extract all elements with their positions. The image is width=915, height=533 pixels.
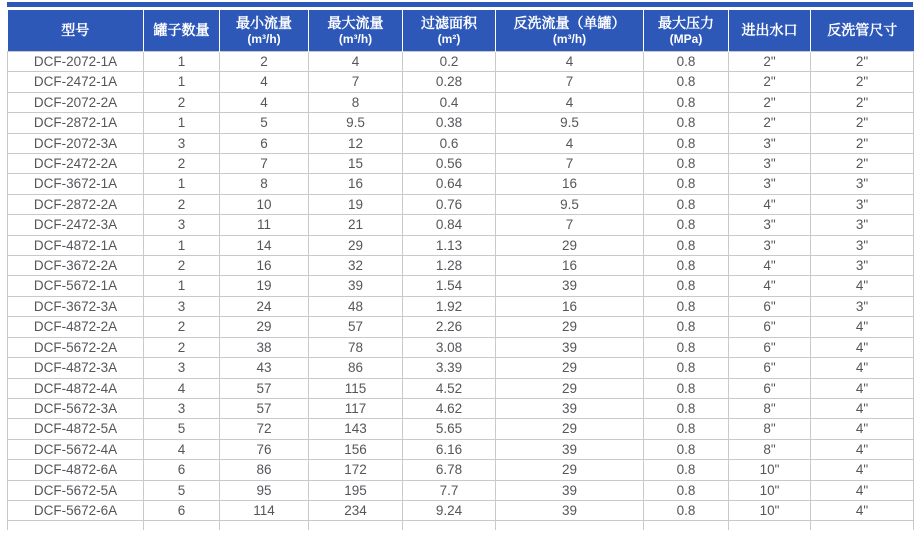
cell-filter-area: 0.56 [403, 154, 496, 174]
column-header-filter-area [403, 10, 496, 52]
cell-filter-area: 0.38 [403, 113, 496, 133]
table-row [8, 276, 914, 296]
cell-max-flow: 8 [309, 92, 403, 112]
cell-inlet-outlet: 8" [729, 419, 811, 439]
cell-filter-area: 1.28 [403, 256, 496, 276]
cell-min-flow: 38 [220, 337, 309, 357]
cell-max-flow: 12 [309, 133, 403, 153]
cell-max-flow: 156 [309, 439, 403, 459]
cell-empty [729, 521, 811, 531]
cell-min-flow: 4 [220, 92, 309, 112]
column-header-label: 过滤面积 [421, 14, 477, 31]
cell-model: DCF-3672-1A [8, 174, 144, 194]
table-row [8, 194, 914, 214]
cell-inlet-outlet: 2" [729, 72, 811, 92]
table-row [8, 337, 914, 357]
cell-min-flow: 4 [220, 72, 309, 92]
cell-filter-area: 1.13 [403, 235, 496, 255]
cell-backwash-pipe: 2" [811, 72, 914, 92]
cell-backwash-flow: 39 [496, 276, 644, 296]
cell-min-flow: 11 [220, 215, 309, 235]
cell-filter-area: 0.2 [403, 52, 496, 72]
cell-filter-area: 5.65 [403, 419, 496, 439]
cell-tank-count: 4 [144, 439, 220, 459]
cell-tank-count: 2 [144, 256, 220, 276]
cell-min-flow: 24 [220, 296, 309, 316]
column-header-label: 最小流量 [236, 14, 292, 31]
cell-model: DCF-2072-1A [8, 52, 144, 72]
cell-model: DCF-2072-2A [8, 92, 144, 112]
cell-max-pressure: 0.8 [644, 174, 729, 194]
cell-model: DCF-2472-3A [8, 215, 144, 235]
cell-inlet-outlet: 10" [729, 480, 811, 500]
cell-backwash-pipe: 4" [811, 419, 914, 439]
table-row [8, 398, 914, 418]
cell-max-pressure: 0.8 [644, 337, 729, 357]
cell-max-flow: 19 [309, 194, 403, 214]
cell-backwash-flow: 4 [496, 92, 644, 112]
cell-backwash-flow: 16 [496, 256, 644, 276]
cell-inlet-outlet: 3" [729, 133, 811, 153]
cell-inlet-outlet: 4" [729, 276, 811, 296]
cell-backwash-pipe: 4" [811, 480, 914, 500]
column-header-label: 反洗流量（单罐） [513, 14, 626, 31]
cell-backwash-flow: 29 [496, 358, 644, 378]
cell-filter-area: 0.64 [403, 174, 496, 194]
cell-inlet-outlet: 2" [729, 52, 811, 72]
cell-tank-count: 4 [144, 378, 220, 398]
cell-inlet-outlet: 8" [729, 439, 811, 459]
cell-inlet-outlet: 10" [729, 460, 811, 480]
cell-backwash-pipe: 3" [811, 256, 914, 276]
cell-backwash-flow: 29 [496, 378, 644, 398]
cell-max-flow: 32 [309, 256, 403, 276]
cell-max-flow: 9.5 [309, 113, 403, 133]
cell-backwash-flow: 39 [496, 480, 644, 500]
column-header-unit: (m³/h) [338, 31, 373, 46]
cell-max-pressure: 0.8 [644, 256, 729, 276]
cell-max-pressure: 0.8 [644, 215, 729, 235]
cell-max-flow: 39 [309, 276, 403, 296]
cell-tank-count: 5 [144, 419, 220, 439]
cell-min-flow: 5 [220, 113, 309, 133]
cell-min-flow: 16 [220, 256, 309, 276]
cell-filter-area: 7.7 [403, 480, 496, 500]
cell-max-flow: 115 [309, 378, 403, 398]
cell-backwash-flow: 39 [496, 439, 644, 459]
cell-tank-count: 3 [144, 215, 220, 235]
cell-backwash-flow: 39 [496, 398, 644, 418]
cell-model: DCF-4872-1A [8, 235, 144, 255]
table-row [8, 174, 914, 194]
cell-max-pressure: 0.8 [644, 296, 729, 316]
cell-backwash-pipe: 3" [811, 296, 914, 316]
cell-tank-count: 1 [144, 276, 220, 296]
cell-filter-area: 3.08 [403, 337, 496, 357]
cell-backwash-pipe: 2" [811, 113, 914, 133]
cell-backwash-pipe: 4" [811, 378, 914, 398]
cell-inlet-outlet: 8" [729, 398, 811, 418]
cell-max-pressure: 0.8 [644, 154, 729, 174]
table-row [8, 92, 914, 112]
table-top-border [7, 2, 913, 7]
cell-filter-area: 3.39 [403, 358, 496, 378]
cell-tank-count: 2 [144, 92, 220, 112]
cell-backwash-pipe: 4" [811, 398, 914, 418]
cell-backwash-pipe: 2" [811, 92, 914, 112]
cell-min-flow: 57 [220, 378, 309, 398]
cell-backwash-flow: 7 [496, 154, 644, 174]
column-header-max-pressure [644, 10, 729, 52]
cell-max-pressure: 0.8 [644, 92, 729, 112]
table-row [8, 52, 914, 72]
cell-max-pressure: 0.8 [644, 72, 729, 92]
cell-min-flow: 19 [220, 276, 309, 296]
cell-tank-count: 6 [144, 500, 220, 520]
cell-inlet-outlet: 4" [729, 194, 811, 214]
table-row [8, 215, 914, 235]
table-row [8, 133, 914, 153]
cell-model: DCF-4872-2A [8, 317, 144, 337]
cell-max-flow: 7 [309, 72, 403, 92]
cell-model: DCF-2872-2A [8, 194, 144, 214]
cell-inlet-outlet: 6" [729, 358, 811, 378]
cell-max-flow: 86 [309, 358, 403, 378]
cell-model: DCF-5672-2A [8, 337, 144, 357]
table-row [8, 72, 914, 92]
cell-tank-count: 1 [144, 113, 220, 133]
cell-max-pressure: 0.8 [644, 113, 729, 133]
cell-model: DCF-4872-5A [8, 419, 144, 439]
cell-empty [220, 521, 309, 531]
cell-backwash-pipe: 3" [811, 215, 914, 235]
cell-backwash-flow: 29 [496, 460, 644, 480]
cell-inlet-outlet: 3" [729, 154, 811, 174]
cell-filter-area: 0.84 [403, 215, 496, 235]
cell-model: DCF-4872-6A [8, 460, 144, 480]
cell-max-flow: 195 [309, 480, 403, 500]
cell-max-flow: 48 [309, 296, 403, 316]
cell-inlet-outlet: 10" [729, 500, 811, 520]
cell-backwash-pipe: 4" [811, 500, 914, 520]
cell-tank-count: 1 [144, 235, 220, 255]
cell-min-flow: 95 [220, 480, 309, 500]
cell-model: DCF-4872-4A [8, 378, 144, 398]
table-row-clipped [8, 521, 914, 531]
cell-tank-count: 2 [144, 337, 220, 357]
column-header-model [8, 10, 144, 52]
cell-backwash-pipe: 2" [811, 133, 914, 153]
cell-empty [644, 521, 729, 531]
cell-max-flow: 15 [309, 154, 403, 174]
cell-max-pressure: 0.8 [644, 419, 729, 439]
cell-max-flow: 78 [309, 337, 403, 357]
cell-model: DCF-3672-2A [8, 256, 144, 276]
cell-min-flow: 57 [220, 398, 309, 418]
cell-backwash-flow: 4 [496, 133, 644, 153]
table-row [8, 317, 914, 337]
column-header-label: 最大流量 [327, 14, 384, 31]
cell-model: DCF-4872-3A [8, 358, 144, 378]
table-row [8, 480, 914, 500]
cell-max-pressure: 0.8 [644, 235, 729, 255]
table-row [8, 500, 914, 520]
cell-tank-count: 2 [144, 154, 220, 174]
cell-backwash-flow: 9.5 [496, 194, 644, 214]
cell-min-flow: 10 [220, 194, 309, 214]
cell-max-flow: 4 [309, 52, 403, 72]
cell-max-pressure: 0.8 [644, 133, 729, 153]
cell-max-pressure: 0.8 [644, 52, 729, 72]
cell-inlet-outlet: 6" [729, 337, 811, 357]
cell-max-flow: 16 [309, 174, 403, 194]
table-row [8, 154, 914, 174]
cell-backwash-flow: 39 [496, 337, 644, 357]
cell-max-pressure: 0.8 [644, 480, 729, 500]
cell-max-pressure: 0.8 [644, 460, 729, 480]
column-header-unit: (m³/h) [552, 31, 587, 46]
table-row [8, 235, 914, 255]
cell-empty [811, 521, 914, 531]
cell-max-pressure: 0.8 [644, 194, 729, 214]
cell-max-flow: 234 [309, 500, 403, 520]
cell-tank-count: 6 [144, 460, 220, 480]
cell-max-flow: 29 [309, 235, 403, 255]
cell-backwash-pipe: 2" [811, 52, 914, 72]
cell-min-flow: 86 [220, 460, 309, 480]
cell-filter-area: 0.6 [403, 133, 496, 153]
cell-max-pressure: 0.8 [644, 378, 729, 398]
cell-filter-area: 6.16 [403, 439, 496, 459]
cell-min-flow: 2 [220, 52, 309, 72]
table-header [8, 10, 914, 52]
cell-backwash-pipe: 4" [811, 337, 914, 357]
cell-max-flow: 172 [309, 460, 403, 480]
cell-max-flow: 143 [309, 419, 403, 439]
column-header-inlet-outlet [729, 10, 811, 52]
cell-backwash-flow: 16 [496, 174, 644, 194]
cell-inlet-outlet: 6" [729, 317, 811, 337]
cell-model: DCF-2472-1A [8, 72, 144, 92]
cell-backwash-flow: 29 [496, 419, 644, 439]
cell-inlet-outlet: 3" [729, 235, 811, 255]
table-row [8, 378, 914, 398]
cell-backwash-pipe: 4" [811, 317, 914, 337]
cell-inlet-outlet: 3" [729, 215, 811, 235]
cell-empty [309, 521, 403, 531]
table-row [8, 358, 914, 378]
cell-filter-area: 0.28 [403, 72, 496, 92]
table-header-row [8, 10, 914, 52]
column-header-unit: (m²) [437, 31, 461, 46]
cell-backwash-flow: 7 [496, 215, 644, 235]
column-header-label: 反洗管尺寸 [827, 22, 898, 38]
cell-tank-count: 3 [144, 133, 220, 153]
cell-min-flow: 29 [220, 317, 309, 337]
cell-backwash-flow: 29 [496, 317, 644, 337]
table-row [8, 256, 914, 276]
cell-min-flow: 43 [220, 358, 309, 378]
cell-backwash-flow: 7 [496, 72, 644, 92]
cell-backwash-flow: 39 [496, 500, 644, 520]
cell-inlet-outlet: 3" [729, 174, 811, 194]
cell-model: DCF-5672-3A [8, 398, 144, 418]
cell-filter-area: 2.26 [403, 317, 496, 337]
cell-max-pressure: 0.8 [644, 398, 729, 418]
cell-backwash-pipe: 3" [811, 235, 914, 255]
cell-min-flow: 14 [220, 235, 309, 255]
cell-backwash-pipe: 4" [811, 439, 914, 459]
cell-tank-count: 3 [144, 398, 220, 418]
cell-model: DCF-5672-6A [8, 500, 144, 520]
cell-model: DCF-5672-1A [8, 276, 144, 296]
cell-backwash-pipe: 3" [811, 174, 914, 194]
cell-max-pressure: 0.8 [644, 317, 729, 337]
cell-model: DCF-2472-2A [8, 154, 144, 174]
cell-filter-area: 9.24 [403, 500, 496, 520]
cell-tank-count: 2 [144, 194, 220, 214]
cell-min-flow: 72 [220, 419, 309, 439]
column-header-label: 罐子数量 [153, 22, 210, 38]
cell-inlet-outlet: 2" [729, 92, 811, 112]
cell-max-pressure: 0.8 [644, 439, 729, 459]
cell-backwash-pipe: 2" [811, 154, 914, 174]
column-header-unit: (MPa) [669, 31, 703, 46]
column-header-unit: (m³/h) [247, 31, 281, 46]
cell-tank-count: 1 [144, 52, 220, 72]
cell-backwash-flow: 16 [496, 296, 644, 316]
column-header-min-flow [220, 10, 309, 52]
column-header-tank-count [144, 10, 220, 52]
cell-backwash-pipe: 3" [811, 194, 914, 214]
cell-empty [144, 521, 220, 531]
column-header-label: 型号 [61, 22, 90, 38]
cell-model: DCF-5672-4A [8, 439, 144, 459]
cell-min-flow: 114 [220, 500, 309, 520]
cell-filter-area: 1.92 [403, 296, 496, 316]
cell-model: DCF-5672-5A [8, 480, 144, 500]
column-header-backwash-flow [496, 10, 644, 52]
column-header-label: 进出水口 [741, 22, 798, 38]
cell-filter-area: 0.4 [403, 92, 496, 112]
cell-tank-count: 5 [144, 480, 220, 500]
table-row [8, 439, 914, 459]
cell-backwash-pipe: 4" [811, 358, 914, 378]
column-header-label: 最大压力 [658, 14, 714, 31]
cell-tank-count: 2 [144, 317, 220, 337]
cell-tank-count: 1 [144, 72, 220, 92]
cell-model: DCF-3672-3A [8, 296, 144, 316]
cell-inlet-outlet: 2" [729, 113, 811, 133]
cell-inlet-outlet: 6" [729, 296, 811, 316]
cell-inlet-outlet: 6" [729, 378, 811, 398]
cell-backwash-flow: 4 [496, 52, 644, 72]
cell-filter-area: 4.62 [403, 398, 496, 418]
cell-filter-area: 0.76 [403, 194, 496, 214]
cell-filter-area: 1.54 [403, 276, 496, 296]
cell-min-flow: 6 [220, 133, 309, 153]
cell-tank-count: 1 [144, 174, 220, 194]
cell-filter-area: 4.52 [403, 378, 496, 398]
cell-empty [8, 521, 144, 531]
table-body [8, 52, 914, 531]
cell-max-flow: 57 [309, 317, 403, 337]
cell-inlet-outlet: 4" [729, 256, 811, 276]
cell-backwash-pipe: 4" [811, 460, 914, 480]
cell-backwash-pipe: 4" [811, 276, 914, 296]
cell-tank-count: 3 [144, 296, 220, 316]
cell-backwash-flow: 29 [496, 235, 644, 255]
cell-min-flow: 7 [220, 154, 309, 174]
cell-max-pressure: 0.8 [644, 500, 729, 520]
cell-model: DCF-2072-3A [8, 133, 144, 153]
product-spec-table [7, 10, 914, 530]
table-row [8, 113, 914, 133]
cell-max-pressure: 0.8 [644, 276, 729, 296]
cell-min-flow: 76 [220, 439, 309, 459]
table-row [8, 296, 914, 316]
column-header-backwash-pipe [811, 10, 914, 52]
column-header-max-flow [309, 10, 403, 52]
cell-max-pressure: 0.8 [644, 358, 729, 378]
cell-empty [496, 521, 644, 531]
table-row [8, 460, 914, 480]
cell-model: DCF-2872-1A [8, 113, 144, 133]
cell-tank-count: 3 [144, 358, 220, 378]
cell-empty [403, 521, 496, 531]
table-row [8, 419, 914, 439]
cell-max-flow: 21 [309, 215, 403, 235]
cell-max-flow: 117 [309, 398, 403, 418]
cell-backwash-flow: 9.5 [496, 113, 644, 133]
cell-min-flow: 8 [220, 174, 309, 194]
cell-filter-area: 6.78 [403, 460, 496, 480]
